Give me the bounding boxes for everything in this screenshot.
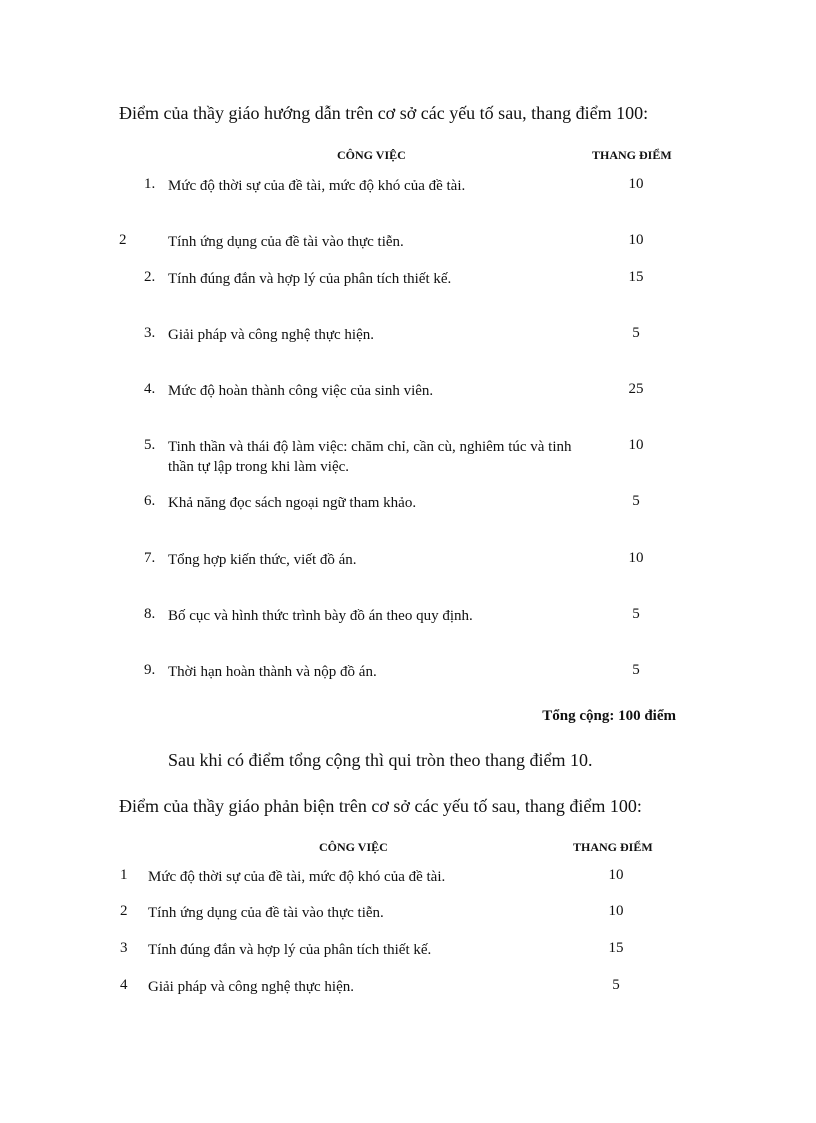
row-text: Mức độ thời sự của đề tài, mức độ khó của đề tài. <box>148 869 446 885</box>
row-number: 3 <box>120 940 128 956</box>
row-number: 2 <box>119 232 127 248</box>
total-score: Tổng cộng: 100 điểm <box>542 708 676 724</box>
row-text: Tinh thần và thái độ làm việc: chăm chỉ, cần cù, nghiêm túc và tinh thần tự lập trong khi làm việc. <box>168 439 572 475</box>
row-score: 15 <box>608 940 624 956</box>
row-score: 5 <box>612 977 620 993</box>
row-score: 5 <box>632 325 640 341</box>
row-text: Bố cục và hình thức trình bày đồ án theo quy định. <box>168 608 473 624</box>
row-score: 10 <box>628 550 644 566</box>
row-score: 25 <box>628 381 644 397</box>
row-number: 8. <box>144 606 156 622</box>
row-number: 9. <box>144 662 156 678</box>
row-text: Tổng hợp kiến thức, viết đồ án. <box>168 552 357 568</box>
row-number: 3. <box>144 325 156 341</box>
section1-intro: Điểm của thầy giáo hướng dẫn trên cơ sở các yếu tố sau, thang điểm 100: <box>119 103 649 123</box>
row-score: 5 <box>632 493 640 509</box>
row-score: 10 <box>608 867 624 883</box>
row-score: 5 <box>632 606 640 622</box>
row-number: 4 <box>120 977 128 993</box>
row-number: 1 <box>120 867 128 883</box>
section2-header-work: CÔNG VIỆC <box>319 840 388 854</box>
row-score: 10 <box>628 232 644 248</box>
row-number: 2. <box>144 269 156 285</box>
row-score: 10 <box>628 176 644 192</box>
row-text: Mức độ thời sự của đề tài, mức độ khó của đề tài. <box>168 178 466 194</box>
row-number: 5. <box>144 437 156 453</box>
row-text: Giải pháp và công nghệ thực hiện. <box>148 979 354 995</box>
row-number: 6. <box>144 493 156 509</box>
row-text: Giải pháp và công nghệ thực hiện. <box>168 327 374 343</box>
row-number: 4. <box>144 381 156 397</box>
row-text: Thời hạn hoàn thành và nộp đồ án. <box>168 664 377 680</box>
row-text: Khả năng đọc sách ngoại ngữ tham khảo. <box>168 495 417 511</box>
rounding-note: Sau khi có điểm tổng cộng thì qui tròn theo thang điểm 10. <box>168 750 593 770</box>
row-text: Tính ứng dụng của đề tài vào thực tiễn. <box>148 905 384 921</box>
row-number: 7. <box>144 550 156 566</box>
section2-intro: Điểm của thầy giáo phản biện trên cơ sở các yếu tố sau, thang điểm 100: <box>119 796 642 816</box>
row-text: Mức độ hoàn thành công việc của sinh viên. <box>168 383 434 399</box>
row-text: Tính đúng đắn và hợp lý của phân tích thiết kế. <box>148 942 432 958</box>
row-text: Tính đúng đắn và hợp lý của phân tích thiết kế. <box>168 271 452 287</box>
row-score: 10 <box>628 437 644 453</box>
section1-header-scale: THANG ĐIỂM <box>592 148 672 162</box>
row-number: 1. <box>144 176 156 192</box>
row-number: 2 <box>120 903 128 919</box>
row-score: 15 <box>628 269 644 285</box>
row-score: 5 <box>632 662 640 678</box>
section2-header-scale: THANG ĐIỂM <box>573 840 653 854</box>
row-text: Tính ứng dụng của đề tài vào thực tiễn. <box>168 234 404 250</box>
row-score: 10 <box>608 903 624 919</box>
section1-header-work: CÔNG VIỆC <box>337 148 406 162</box>
